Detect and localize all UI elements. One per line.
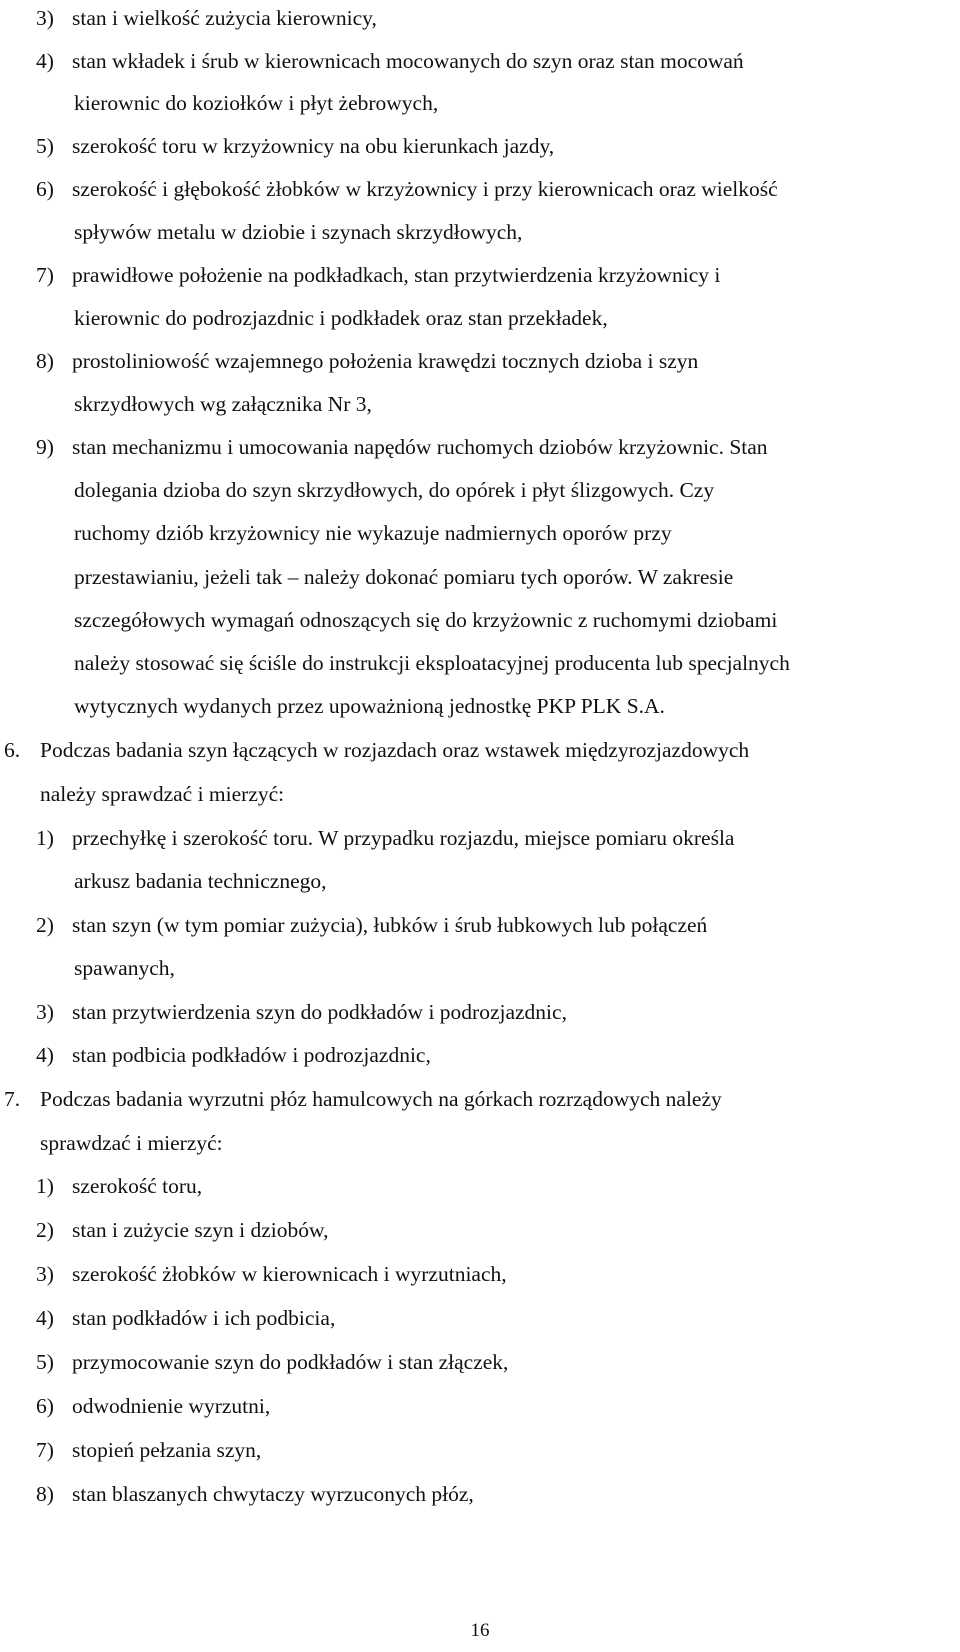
item-text: należy stosować się ściśle do instrukcji eksploatacyjnej producenta lub specjalnych — [74, 651, 790, 675]
item-number: 3) — [36, 6, 54, 30]
list-item-continuation — [74, 648, 790, 678]
item-text: stan przytwierdzenia szyn do podkładów i podrozjazdnic, — [72, 1000, 567, 1024]
item-number: 6) — [36, 177, 54, 201]
section-continuation — [40, 779, 284, 809]
item-text: szczegółowych wymagań odnoszących się do krzyżownic z ruchomymi dziobami — [74, 608, 778, 632]
list-item-continuation — [74, 691, 665, 721]
section-number: 7. — [4, 1087, 21, 1111]
item-text: stan blaszanych chwytaczy wyrzuconych płóz, — [72, 1482, 474, 1506]
item-number: 9) — [36, 435, 54, 459]
list-item-continuation — [74, 88, 438, 118]
list-item — [36, 1171, 202, 1201]
item-number: 6) — [36, 1394, 54, 1418]
list-item-continuation — [74, 303, 608, 333]
list-item — [36, 1040, 431, 1070]
item-text: prostoliniowość wzajemnego położenia krawędzi tocznych dzioba i szyn — [72, 349, 699, 373]
list-item — [36, 174, 778, 204]
item-text: stan mechanizmu i umocowania napędów ruchomych dziobów krzyżownic. Stan — [72, 435, 768, 459]
item-text: kierownic do koziołków i płyt żebrowych, — [74, 91, 439, 115]
item-number: 2) — [36, 913, 54, 937]
item-number: 5) — [36, 1350, 54, 1374]
item-number: 8) — [36, 1482, 54, 1506]
list-item — [36, 260, 720, 290]
item-text: stan podbicia podkładów i podrozjazdnic, — [72, 1043, 431, 1067]
item-number: 7) — [36, 263, 54, 287]
item-text: stan i wielkość zużycia kierownicy, — [72, 6, 377, 30]
list-item-continuation — [74, 475, 714, 505]
list-item — [36, 1479, 474, 1509]
item-text: ruchomy dziób krzyżownicy nie wykazuje nadmiernych oporów przy — [74, 521, 672, 545]
item-number: 3) — [36, 1000, 54, 1024]
section-continuation — [40, 1128, 223, 1158]
item-text: wytycznych wydanych przez upoważnioną jednostkę PKP PLK S.A. — [74, 694, 665, 718]
item-text: stan szyn (w tym pomiar zużycia), łubków i śrub łubkowych lub połączeń — [72, 913, 708, 937]
item-text: prawidłowe położenie na podkładkach, stan przytwierdzenia krzyżownicy i — [72, 263, 721, 287]
item-number: 5) — [36, 134, 54, 158]
item-number: 3) — [36, 1262, 54, 1286]
item-number: 1) — [36, 1174, 54, 1198]
item-text: spływów metalu w dziobie i szynach skrzydłowych, — [74, 220, 523, 244]
item-text: szerokość toru w krzyżownicy na obu kierunkach jazdy, — [72, 134, 555, 158]
item-text: przymocowanie szyn do podkładów i stan złączek, — [72, 1350, 509, 1374]
item-text: szerokość toru, — [72, 1174, 203, 1198]
list-item — [36, 131, 554, 161]
list-item — [36, 1435, 261, 1465]
item-text: spawanych, — [74, 956, 175, 980]
item-number: 4) — [36, 49, 54, 73]
list-item-continuation — [74, 389, 372, 419]
page-number: 16 — [470, 1620, 490, 1641]
section-text: należy sprawdzać i mierzyć: — [40, 782, 285, 806]
item-text: stopień pełzania szyn, — [72, 1438, 262, 1462]
item-number: 1) — [36, 826, 54, 850]
item-text: stan i zużycie szyn i dziobów, — [72, 1218, 329, 1242]
list-item — [36, 3, 377, 33]
item-text: stan podkładów i ich podbicia, — [72, 1306, 336, 1330]
section-text: sprawdzać i mierzyć: — [40, 1131, 223, 1155]
item-number: 4) — [36, 1306, 54, 1330]
section-item — [4, 735, 749, 765]
item-number: 8) — [36, 349, 54, 373]
list-item — [36, 346, 698, 376]
list-item — [36, 1347, 508, 1377]
list-item — [36, 910, 707, 940]
list-item — [36, 432, 768, 462]
item-text: dolegania dzioba do szyn skrzydłowych, do opórek i płyt ślizgowych. Czy — [74, 478, 715, 502]
list-item — [36, 1259, 507, 1289]
list-item-continuation — [74, 605, 777, 635]
item-number: 2) — [36, 1218, 54, 1242]
list-item — [36, 1391, 270, 1421]
section-number: 6. — [4, 738, 21, 762]
item-text: skrzydłowych wg załącznika Nr 3, — [74, 392, 372, 416]
list-item-continuation — [74, 562, 733, 592]
list-item-continuation — [74, 518, 672, 548]
item-number: 4) — [36, 1043, 54, 1067]
item-text: stan wkładek i śrub w kierownicach mocowanych do szyn oraz stan mocowań — [72, 49, 744, 73]
item-number: 7) — [36, 1438, 54, 1462]
list-item-continuation — [74, 953, 175, 983]
item-text: szerokość i głębokość żłobków w krzyżownicy i przy kierownicach oraz wielkość — [72, 177, 778, 201]
list-item — [36, 997, 567, 1027]
list-item — [36, 1303, 335, 1333]
list-item — [36, 823, 734, 853]
item-text: przechyłkę i szerokość toru. W przypadku rozjazdu, miejsce pomiaru określa — [72, 826, 735, 850]
list-item — [36, 46, 744, 76]
list-item-continuation — [74, 866, 327, 896]
item-text: kierownic do podrozjazdnic i podkładek oraz stan przekładek, — [74, 306, 608, 330]
item-text: arkusz badania technicznego, — [74, 869, 327, 893]
list-item-continuation — [74, 217, 522, 247]
item-text: odwodnienie wyrzutni, — [72, 1394, 271, 1418]
item-text: przestawianiu, jeżeli tak – należy dokonać pomiaru tych oporów. W zakresie — [74, 565, 734, 589]
list-item — [36, 1215, 329, 1245]
section-item — [4, 1084, 722, 1114]
section-text: Podczas badania szyn łączących w rozjazdach oraz wstawek międzyrozjazdowych — [40, 738, 750, 762]
item-text: szerokość żłobków w kierownicach i wyrzutniach, — [72, 1262, 507, 1286]
section-text: Podczas badania wyrzutni płóz hamulcowych na górkach rozrządowych należy — [40, 1087, 722, 1111]
